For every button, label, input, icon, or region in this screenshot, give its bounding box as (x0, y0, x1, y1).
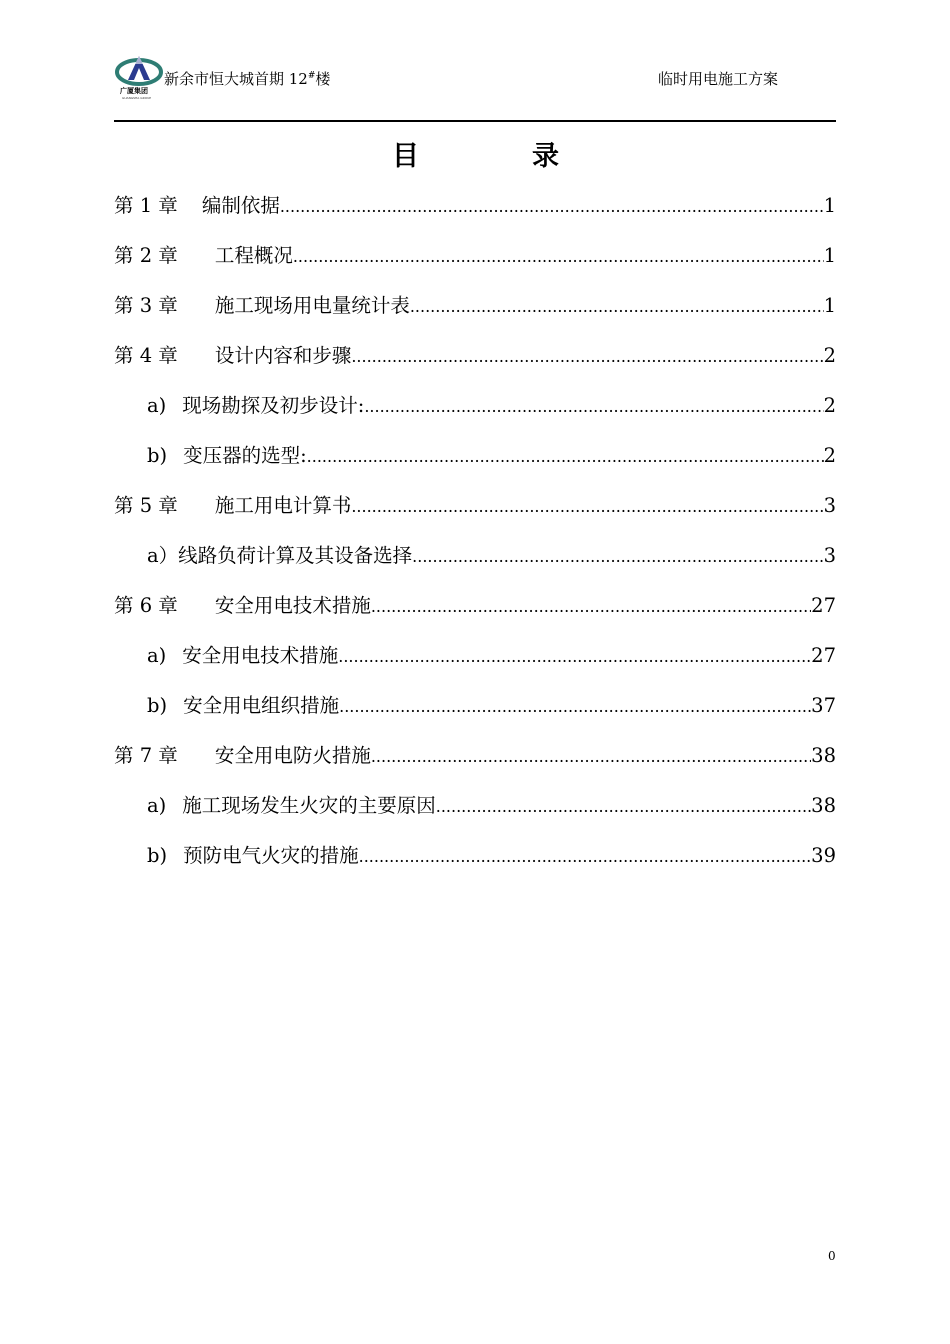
header-project-name (164, 68, 330, 89)
toc-entry-number: 第 3 章 (114, 294, 178, 317)
toc-entry-4a[interactable] (147, 390, 836, 420)
toc-leader-dots (351, 497, 823, 516)
toc-entry-text: 预防电气火灾的措施 (183, 844, 359, 867)
toc-entry-text: 安全用电技术措施 (182, 644, 339, 667)
toc-entry-text: 工程概况 (214, 244, 293, 267)
toc-leader-dots (371, 597, 811, 616)
toc-leader-dots (351, 347, 823, 366)
toc-entry-number: b) (147, 844, 168, 867)
page-header (114, 50, 836, 110)
toc-leader-dots (436, 797, 811, 816)
toc-entry-page: 1 (823, 194, 836, 217)
toc-entry-text: 设计内容和步骤 (214, 344, 352, 367)
toc-entry-number: b) (147, 444, 168, 467)
toc-entry-7b[interactable] (147, 840, 836, 870)
toc-entry-number: a) (147, 644, 167, 667)
header-project-text: 新余市恒大城首期 12 (164, 70, 308, 88)
toc-entry-number: b) (147, 694, 168, 717)
toc-leader-dots (359, 847, 812, 866)
toc-entry-text: 施工现场用电量统计表 (214, 294, 410, 317)
toc-entry-text: 安全用电防火措施 (214, 744, 371, 767)
toc-entry-text: 安全用电技术措施 (214, 594, 371, 617)
toc-entry-page: 1 (823, 244, 836, 267)
toc-entry-number: 第 7 章 (114, 744, 178, 767)
toc-entry-page: 27 (811, 594, 836, 617)
toc-entry-page: 3 (823, 494, 836, 517)
toc-entry-7a[interactable] (147, 790, 836, 820)
toc-title-char-1: 目 (392, 141, 419, 172)
toc-entry-chapter-6[interactable] (114, 590, 836, 620)
toc-leader-dots (338, 647, 811, 666)
logo-mark-icon (114, 50, 164, 90)
toc-entry-text: 施工现场发生火灾的主要原因 (182, 794, 436, 817)
toc-entry-number: 第 4 章 (114, 344, 178, 367)
toc-entry-page: 27 (811, 644, 836, 667)
toc-entry-chapter-5[interactable] (114, 490, 836, 520)
header-document-type: 临时用电施工方案 (658, 70, 779, 88)
toc-leader-dots (293, 247, 824, 266)
logo-english-text: GUANGSHA GROUP (122, 96, 152, 100)
toc-leader-dots (339, 697, 811, 716)
toc-entry-6a[interactable] (147, 640, 836, 670)
header-project-sup: # (307, 71, 316, 81)
toc-entry-page: 3 (823, 544, 836, 567)
toc-leader-dots (307, 447, 824, 466)
toc-entry-page: 38 (811, 744, 836, 767)
toc-entry-text: 安全用电组织措施 (183, 694, 340, 717)
toc-leader-dots (410, 297, 824, 316)
toc-entry-page: 2 (823, 394, 836, 417)
toc-entry-5a[interactable] (147, 540, 836, 570)
toc-entry-6b[interactable] (147, 690, 836, 720)
page-number: 0 (828, 1249, 836, 1263)
toc-entry-number: a) (147, 794, 167, 817)
company-logo (114, 50, 164, 102)
toc-entry-text: 变压器的选型: (183, 444, 307, 467)
toc-entry-page: 2 (823, 344, 836, 367)
toc-entry-4b[interactable] (147, 440, 836, 470)
toc-entry-page: 37 (811, 694, 836, 717)
toc-entry-page: 1 (823, 294, 836, 317)
header-divider (114, 120, 836, 122)
toc-entry-number: a) (147, 394, 167, 417)
toc-entry-page: 39 (811, 844, 836, 867)
toc-entry-text: 施工用电计算书 (214, 494, 352, 517)
toc-entry-chapter-4[interactable] (114, 340, 836, 370)
toc-entry-number: 第 1 章 (114, 194, 178, 217)
toc-entry-text: 现场勘探及初步设计: (182, 394, 365, 417)
toc-entry-page: 2 (823, 444, 836, 467)
toc-leader-dots (412, 547, 823, 566)
toc-entry-chapter-2[interactable] (114, 240, 836, 270)
toc-entry-page: 38 (811, 794, 836, 817)
header-project-suffix: 楼 (315, 70, 331, 88)
toc-title-char-2: 录 (532, 141, 559, 172)
toc-entry-chapter-7[interactable] (114, 740, 836, 770)
toc-entry-text: 编制依据 (201, 194, 280, 217)
toc-entry-number: 第 5 章 (114, 494, 178, 517)
logo-chinese-text: 广厦集团 (120, 87, 148, 95)
toc-entry-number: 第 6 章 (114, 594, 178, 617)
toc-entry-chapter-1[interactable] (114, 190, 836, 220)
toc-leader-dots (364, 397, 823, 416)
toc-leader-dots (280, 197, 824, 216)
toc-entry-number: a） (147, 544, 179, 567)
toc-leader-dots (371, 747, 811, 766)
toc-entry-number: 第 2 章 (114, 244, 178, 267)
toc-entry-chapter-3[interactable] (114, 290, 836, 320)
toc-entry-text: 线路负荷计算及其设备选择 (178, 544, 413, 567)
